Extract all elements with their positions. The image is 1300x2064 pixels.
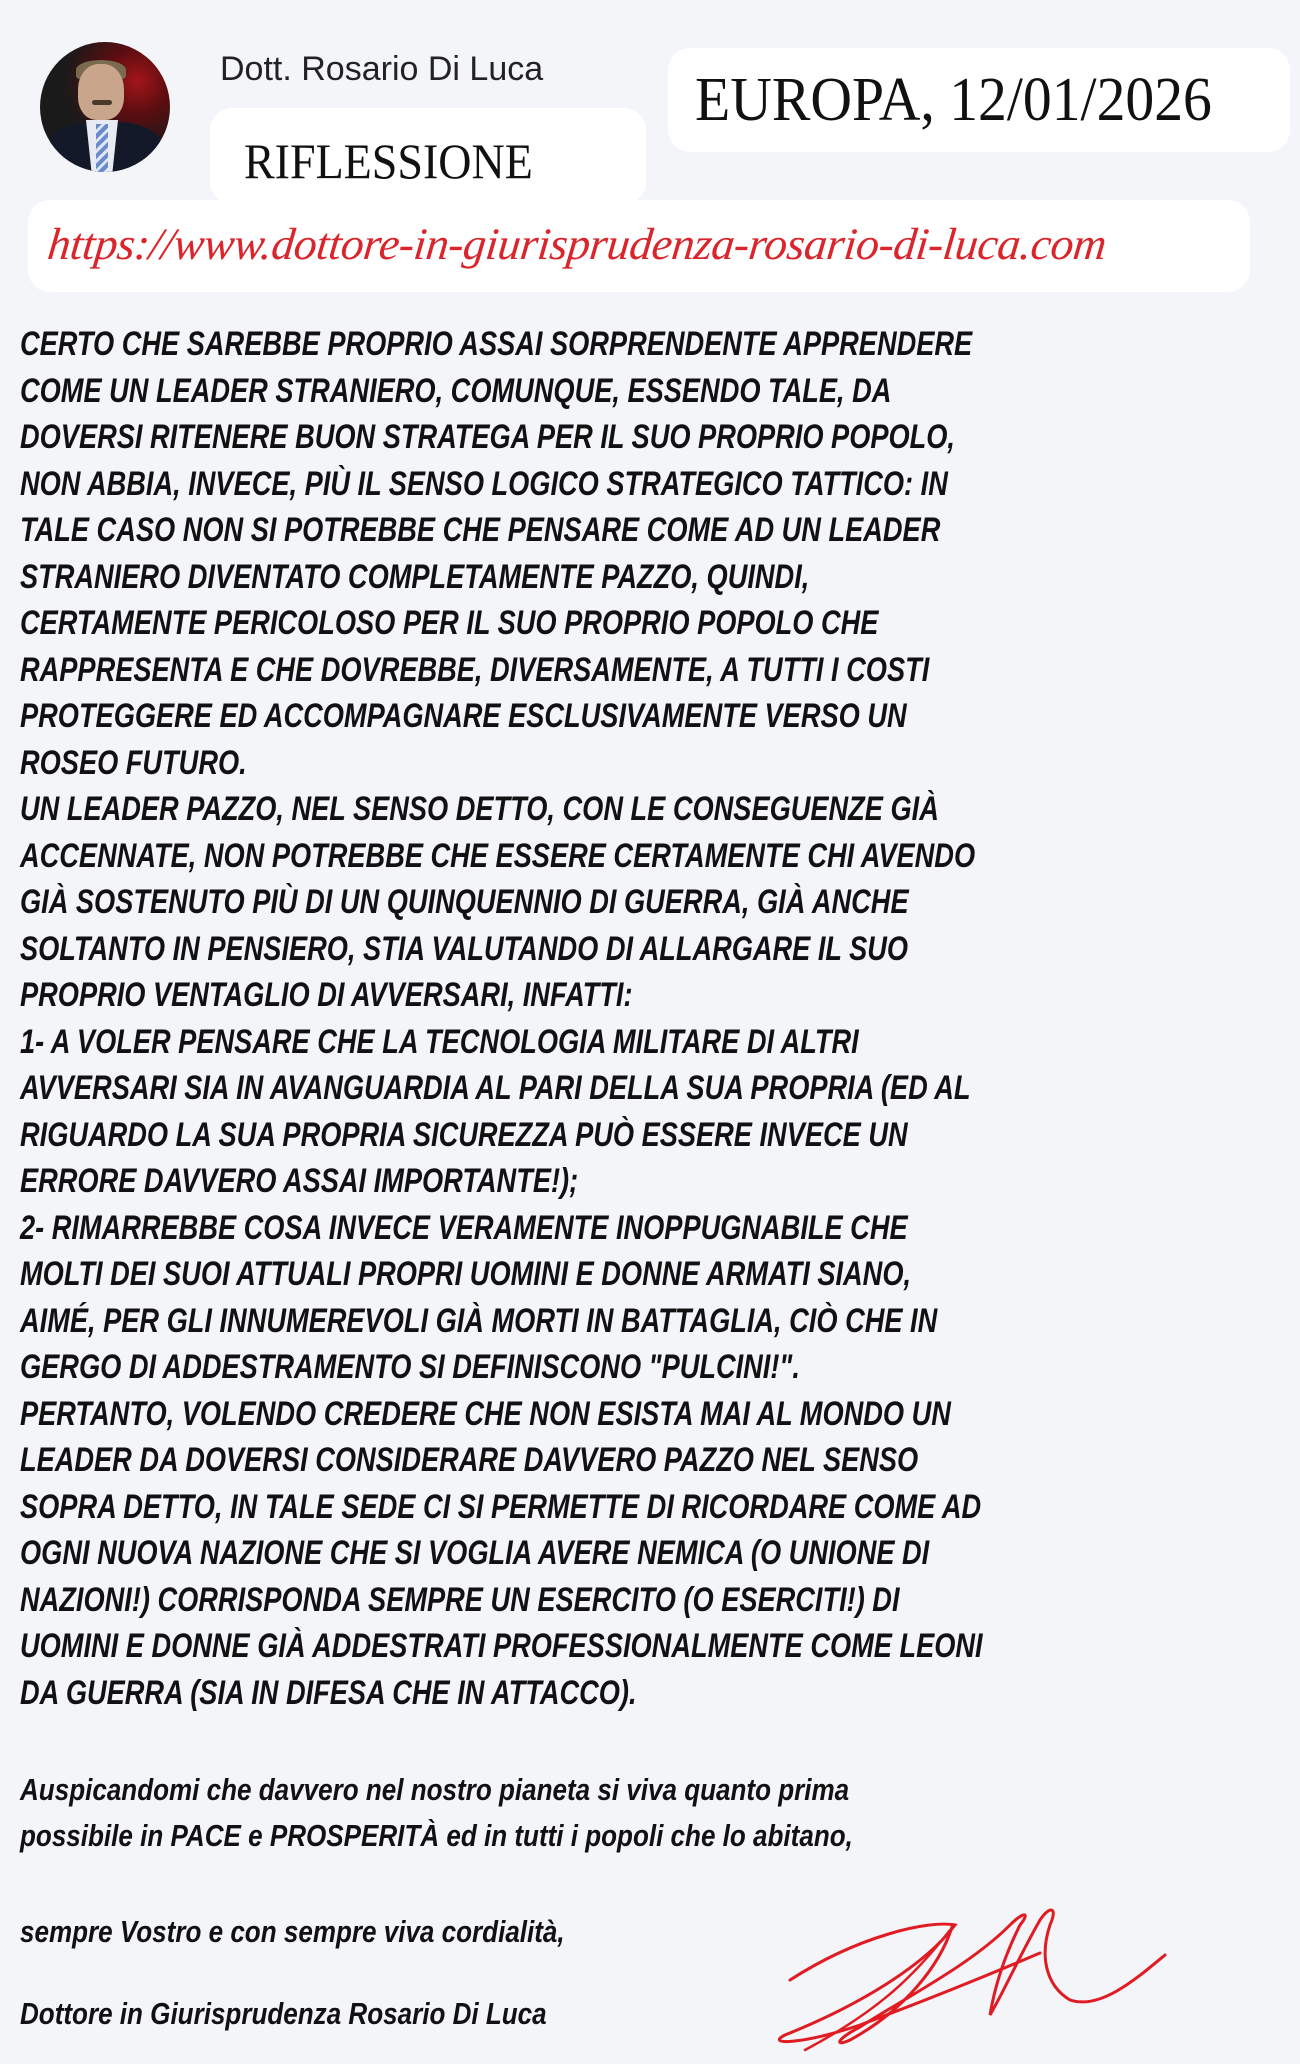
article-body: [20, 321, 1300, 1716]
body-line: NAZIONI!) CORRISPONDA SEMPRE UN ESERCITO (O ESERCITI!) DI: [20, 1580, 900, 1619]
body-line: ROSEO FUTURO.: [20, 743, 247, 782]
body-line: OGNI NUOVA NAZIONE CHE SI VOGLIA AVERE NEMICA (O UNIONE DI: [20, 1534, 930, 1572]
body-line: GIÀ SOSTENUTO PIÙ DI UN QUINQUENNIO DI GUERRA, GIÀ ANCHE: [20, 883, 909, 921]
body-line: STRANIERO DIVENTATO COMPLETAMENTE PAZZO, QUINDI,: [20, 557, 810, 596]
closing-wish-line-1: Auspicandomi che davvero nel nostro pianeta si viva quanto prima: [20, 1772, 850, 1807]
body-line: SOPRA DETTO, IN TALE SEDE CI SI PERMETTE DI RICORDARE COME AD: [20, 1487, 982, 1526]
signature-name: Dottore in Giurisprudenza Rosario Di Luca: [20, 1996, 547, 2031]
body-line: AVVERSARI SIA IN AVANGUARDIA AL PARI DELLA SUA PROPRIA (ED AL: [20, 1069, 971, 1107]
body-line: MOLTI DEI SUOI ATTUALI PROPRI UOMINI E DONNE ARMATI SIANO,: [20, 1255, 912, 1293]
body-line: COME UN LEADER STRANIERO, COMUNQUE, ESSENDO TALE, DA: [20, 371, 892, 410]
author-name: Dott. Rosario Di Luca: [220, 50, 544, 88]
avatar-face: [78, 64, 124, 120]
body-line: NON ABBIA, INVECE, PIÙ IL SENSO LOGICO STRATEGICO TATTICO: IN: [20, 464, 948, 503]
avatar-tie: [96, 124, 108, 172]
place-date: EUROPA, 12/01/2026: [695, 66, 1212, 134]
body-line: PERTANTO, VOLENDO CREDERE CHE NON ESISTA MAI AL MONDO UN: [20, 1394, 951, 1433]
body-line: CERTAMENTE PERICOLOSO PER IL SUO PROPRIO POPOLO CHE: [20, 604, 879, 642]
body-line: DA GUERRA (SIA IN DIFESA CHE IN ATTACCO).: [20, 1673, 637, 1712]
closing-wish-line-2: possibile in PACE e PROSPERITÀ ed in tutti i popoli che lo abitano,: [20, 1818, 853, 1853]
website-url-link[interactable]: https://www.dottore-in-giurisprudenza-rosario-di-luca.com: [45, 219, 1109, 269]
body-line: LEADER DA DOVERSI CONSIDERARE DAVVERO PAZZO NEL SENSO: [20, 1441, 919, 1479]
body-line: 1- A VOLER PENSARE CHE LA TECNOLOGIA MILITARE DI ALTRI: [20, 1022, 859, 1061]
body-line: GERGO DI ADDESTRAMENTO SI DEFINISCONO "PULCINI!".: [20, 1348, 800, 1386]
body-line: RAPPRESENTA E CHE DOVREBBE, DIVERSAMENTE, A TUTTI I COSTI: [20, 650, 930, 689]
body-line: CERTO CHE SAREBBE PROPRIO ASSAI SORPRENDENTE APPRENDERE: [20, 325, 973, 363]
avatar-mustache: [92, 100, 112, 105]
body-line: RIGUARDO LA SUA PROPRIA SICUREZZA PUÒ ESSERE INVECE UN: [20, 1115, 908, 1154]
closing-greeting: sempre Vostro e con sempre viva cordialità,: [20, 1914, 565, 1949]
body-line: SOLTANTO IN PENSIERO, STIA VALUTANDO DI ALLARGARE IL SUO: [20, 929, 909, 968]
body-line: ERRORE DAVVERO ASSAI IMPORTANTE!);: [20, 1162, 579, 1200]
body-line: UOMINI E DONNE GIÀ ADDESTRATI PROFESSIONALMENTE COME LEONI: [20, 1627, 983, 1665]
body-line: PROTEGGERE ED ACCOMPAGNARE ESCLUSIVAMENTE VERSO UN: [20, 697, 907, 735]
handwritten-signature-icon: [740, 1895, 1220, 2055]
body-line: 2- RIMARREBBE COSA INVECE VERAMENTE INOPPUGNABILE CHE: [20, 1208, 908, 1247]
body-line: TALE CASO NON SI POTREBBE CHE PENSARE COME AD UN LEADER: [20, 511, 941, 549]
body-line: ACCENNATE, NON POTREBBE CHE ESSERE CERTAMENTE CHI AVENDO: [20, 836, 976, 875]
body-line: PROPRIO VENTAGLIO DI AVVERSARI, INFATTI:: [20, 976, 633, 1014]
body-line: DOVERSI RITENERE BUON STRATEGA PER IL SUO PROPRIO POPOLO,: [20, 418, 955, 456]
author-avatar: [40, 42, 170, 172]
body-line: UN LEADER PAZZO, NEL SENSO DETTO, CON LE CONSEGUENZE GIÀ: [20, 790, 939, 828]
body-line: AIMÉ, PER GLI INNUMEREVOLI GIÀ MORTI IN BATTAGLIA, CIÒ CHE IN: [20, 1301, 938, 1340]
document-title: RIFLESSIONE: [244, 133, 533, 189]
